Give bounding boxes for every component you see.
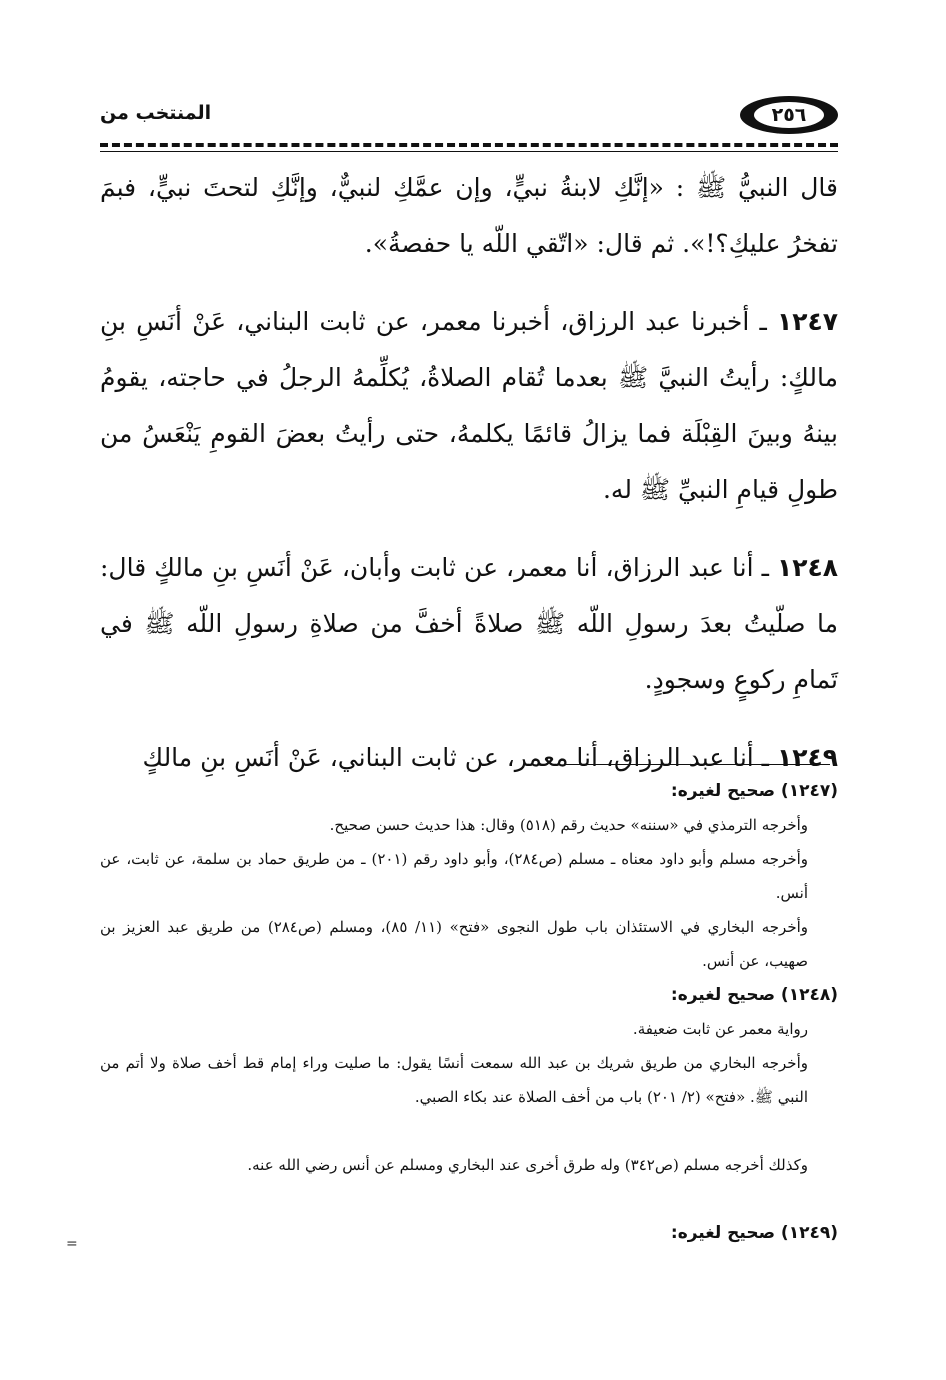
footnote-heading: (١٢٤٧) صحيح لغيره:	[670, 781, 838, 801]
hadith-text: ـ أنا عبد الرزاق، أنا معمر، عن ثابت البناني، عَنْ أنَسِ بنِ مالكٍ	[142, 743, 769, 772]
header-solid-rule	[100, 151, 838, 152]
footnote-line: وأخرجه البخاري من طريق شريك بن عبد الله سمعت أنسًا يقول: ما صليت وراء إمام قط أخف صلاة ولا أتم من النبي ﷺ. «فتح» (٢/ ٢٠١) باب من أخف الصلاة عند بكاء الصبي.	[100, 1054, 808, 1106]
footnote-line: وأخرجه الترمذي في «سننه» حديث رقم (٥١٨) وقال: هذا حديث حسن صحيح.	[329, 816, 808, 834]
hadith-number: ١٢٤٧	[776, 307, 838, 336]
margin-mark: =	[66, 1236, 78, 1252]
hadith-number: ١٢٤٩	[776, 743, 838, 772]
hadith-text: ـ أخبرنا عبد الرزاق، أخبرنا معمر، عن ثابت البناني، عَنْ أنَسِ بنِ مالكٍ: رأيتُ النبيَّ ﷺ بعدما تُقام الصلاةُ، يُكلِّمهُ الرجلُ في حاجته، يقومُ بينهُ وبينَ القِبْلَة فما يزالُ قائمًا يكلمهُ، حتى رأيتُ بعضَ القومِ يَنْعَسُ من طولِ قيامِ النبيِّ ﷺ له.	[100, 307, 838, 504]
running-title: المنتخب من	[100, 102, 212, 124]
hadith-1248	[100, 540, 838, 708]
header-dashed-rule	[100, 143, 838, 147]
paragraph-continuation	[100, 160, 838, 272]
main-text	[100, 160, 838, 786]
footnotes	[100, 774, 838, 1250]
footnote-line: وأخرجه مسلم وأبو داود معناه ـ مسلم (ص٢٨٤)، وأبو داود رقم (٢٠١) ـ من طريق حماد بن سلمة، عن ثابت، عن أنس.	[100, 850, 809, 902]
hadith-1247	[100, 294, 838, 518]
page-number-badge	[740, 96, 838, 134]
hadith-text: ـ أنا عبد الرزاق، أنا معمر، عن ثابت وأبان، عَنْ أنَسِ بنِ مالكٍ قال: ما صلّيتُ بعدَ رسولِ اللّه ﷺ صلاةً أخفَّ من صلاةِ رسولِ اللّه ﷺ في تَمامِ ركوعٍ وسجودٍ.	[100, 553, 838, 694]
page-header	[100, 96, 840, 142]
footnote-1248	[100, 978, 838, 1216]
footnote-line: رواية معمر عن ثابت ضعيفة.	[632, 1020, 808, 1038]
footnote-separator	[564, 764, 830, 765]
footnote-line: وكذلك أخرجه مسلم (ص٣٤٢) وله طرق أخرى عند البخاري ومسلم عن أنس رضي الله عنه.	[247, 1156, 808, 1174]
footnote-line: وأخرجه البخاري في الاستئذان باب طول النجوى «فتح» (١١/ ٨٥)، ومسلم (ص٢٨٤) من طريق عبد العزيز بن صهيب، عن أنس.	[100, 918, 808, 970]
page-number: ٢٥٦	[754, 102, 824, 128]
footnote-heading: (١٢٤٨) صحيح لغيره:	[670, 985, 838, 1005]
paragraph-text: قال النبيُّ ﷺ : «إنَّكِ لابنةُ نبيٍّ، وإن عمَّكِ لنبيٌّ، وإنَّكِ لتحتَ نبيٍّ، فبمَ تفخرُ عليكِ؟!». ثم قال: «اتّقي اللّه يا حفصةُ».	[100, 173, 838, 258]
footnote-1247	[100, 774, 838, 978]
hadith-number: ١٢٤٨	[776, 553, 838, 582]
footnote-heading: (١٢٤٩) صحيح لغيره:	[670, 1223, 838, 1243]
footnote-1249	[100, 1216, 838, 1250]
